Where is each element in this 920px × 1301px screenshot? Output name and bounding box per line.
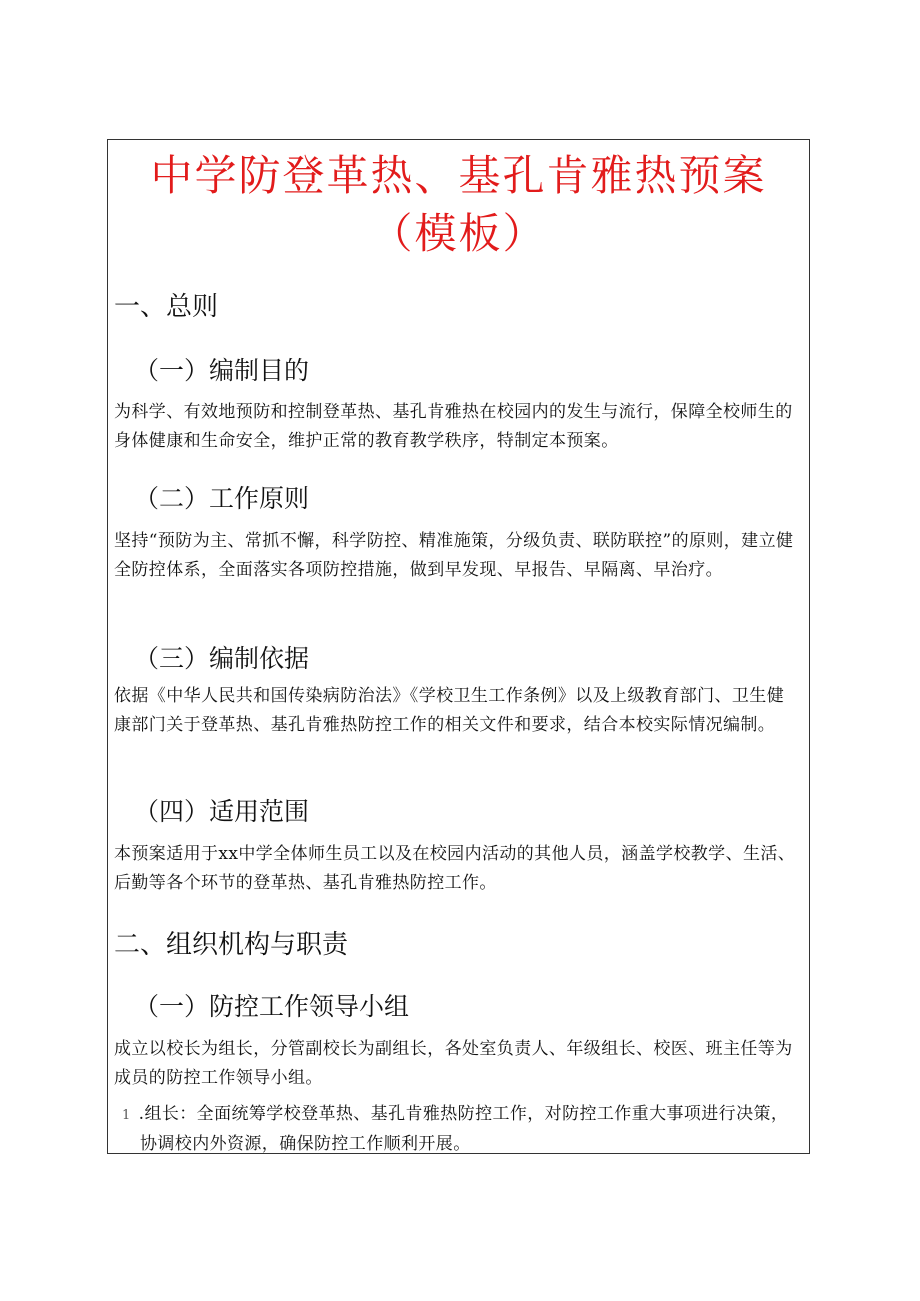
subsection-heading-scope: （四）适用范围 [134, 797, 310, 826]
section-heading-organization: 二、组织机构与职责 [114, 930, 349, 960]
list-item-group-leader [114, 1100, 801, 1154]
paragraph-purpose: 为科学、有效地预防和控制登革热、基孔肯雅热在校园内的发生与流行，保障全校师生的身体健康和生命安全，维护正常的教育教学秩序，特制定本预案。 [114, 402, 793, 451]
subsection-heading-principles: （二）工作原则 [134, 484, 310, 513]
document-page [107, 139, 810, 1154]
list-item-number: 1 [122, 1108, 131, 1123]
subsection-heading-purpose: （一）编制目的 [134, 356, 310, 385]
paragraph-scope: 本预案适用于xx中学全体师生员工以及在校园内活动的其他人员，涵盖学校教学、生活、后勤等各个环节的登革热、基孔肯雅热防控工作。 [114, 844, 796, 893]
list-item-text: .组长：全面统筹学校登革热、基孔肯雅热防控工作，对防控工作重大事项进行决策，协调校内外资源，确保防控工作顺利开展。 [138, 1104, 789, 1154]
paragraph-basis: 依据《中华人民共和国传染病防治法》《学校卫生工作条例》以及上级教育部门、卫生健康部门关于登革热、基孔肯雅热防控工作的相关文件和要求，结合本校实际情况编制。 [114, 686, 785, 735]
document-title-line2: （模板） [370, 209, 547, 258]
paragraph-leading-group: 成立以校长为组长，分管副校长为副组长，各处室负责人、年级组长、校医、班主任等为成员的防控工作领导小组。 [114, 1039, 793, 1088]
subsection-heading-leading-group: （一）防控工作领导小组 [134, 992, 410, 1021]
subsection-heading-basis: （三）编制依据 [134, 644, 310, 673]
document-title-line1: 中学防登革热、基孔肯雅热预案 [150, 151, 767, 200]
section-heading-general: 一、总则 [114, 292, 219, 322]
paragraph-principles: 坚持“预防为主、常抓不懈，科学防控、精准施策，分级负责、联防联控”的原则，建立健全防控体系，全面落实各项防控措施，做到早发现、早报告、早隔离、早治疗。 [114, 531, 794, 580]
